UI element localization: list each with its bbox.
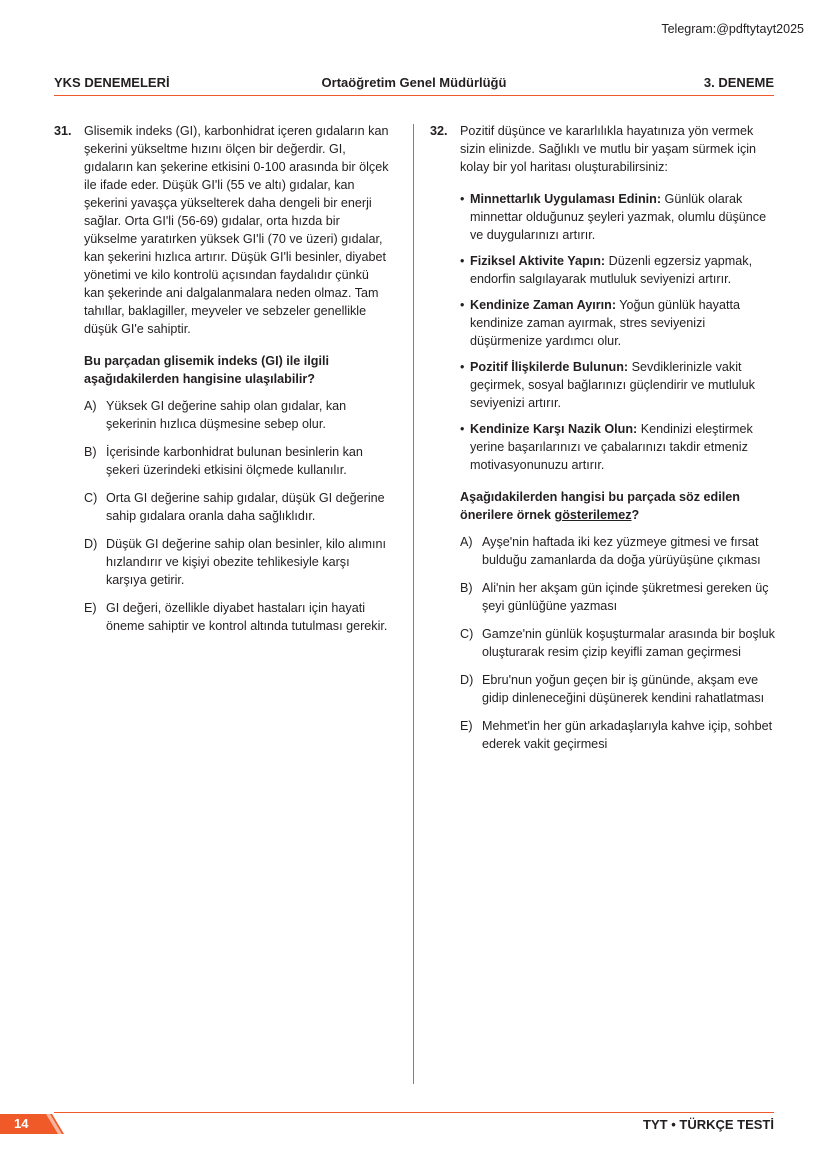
header-left: YKS DENEMELERİ [54,75,170,90]
suggestion-text: Yoğun günlük hayatta kendinize zaman ayırmak, stres seviyenizi düşürmenize yardımcı olur. [470,298,740,348]
passage-intro: Pozitif düşünce ve kararlılıkla hayatınıza yön vermek sizin elinizde. Sağlıklı ve mutlu bir yaşam sürmek için kolay bir yol haritası oluşturabilirsiniz: [460,124,757,174]
option-letter: A) [84,399,97,413]
stem-underlined: gösterilemez [554,508,632,522]
suggestion-item [460,190,776,244]
header-right: 3. DENEME [703,75,774,90]
option-c[interactable] [460,625,776,661]
question-32 [430,122,776,763]
column-divider [413,124,414,1084]
bullet-icon: • [460,254,465,268]
footer-title: TYT • TÜRKÇE TESTİ [643,1117,774,1132]
option-text: Mehmet'in her gün arkadaşlarıyla kahve içip, sohbet ederek vakit geçirmesi [482,719,773,751]
stem-main: Aşağıdakilerden hangisi bu parçada söz edilen önerilere örnek [460,490,740,522]
footer-divider [54,1112,774,1113]
option-text: Orta GI değerine sahip gıdalar, düşük GI değerine sahip gıdalara oranla daha sağlıklıdır. [106,491,385,523]
page-header [54,75,774,95]
question-number: 32. [430,124,448,138]
option-text: İçerisinde karbonhidrat bulunan besinlerin kan şekeri üzerindeki etkisini ölçmede kullanılır. [106,445,363,477]
bullet-icon: • [460,422,465,436]
suggestion-title: Fiziksel Aktivite Yapın: [470,254,606,268]
option-letter: C) [84,491,98,505]
option-text: Düşük GI değerine sahip olan besinler, kilo alımını hızlandırır ve kişiyi obezite tehlikesiyle karşı karşıya getirir. [106,537,387,587]
bullet-icon: • [460,360,465,374]
page-tab-shape [0,1114,64,1134]
option-letter: D) [84,537,98,551]
option-text: Yüksek GI değerine sahip olan gıdalar, kan şekerinin hızlıca düşmesine sebep olur. [106,399,347,431]
page-number: 14 [14,1116,29,1131]
suggestion-item [460,420,776,474]
page-number-badge [0,1114,64,1134]
suggestion-title: Minnettarlık Uygulaması Edinin: [470,192,662,206]
header-center: Ortaöğretim Genel Müdürlüğü [321,75,507,90]
suggestion-text: Düzenli egzersiz yapmak, endorfin salgılayarak mutluluk seviyenizi artırır. [470,254,753,286]
option-d[interactable] [84,535,390,589]
passage: Glisemik indeks (GI), karbonhidrat içeren gıdaların kan şekerini yükseltme hızını ölçen bir değerdir. GI, gıdaların kan şekerine etkisini 0-100 arasında bir ölçek ile ifade eder. Düşük GI'li (55 ve altı) gıdalar, kan şekerini yavaşça yükselterek daha dengeli bir enerji sağlar. Orta GI'li (56-69) gıdalar, orta hızda bir yükselme yaratırken yüksek GI'li (70 ve üzeri) gıdalar, kan şekerini hızlıca artırır. Düşük GI'li besinler, diyabet yönetimi ve kilo kontrolü açısından faydalıdır çünkü kan şekerinde ani dalgalanmalara neden olmaz. Tam tahıllar, baklagiller, meyveler ve sebzeler genellikle düşük GI'e sahiptir. [84,124,389,336]
option-e[interactable] [84,599,390,635]
option-letter: E) [84,601,97,615]
option-a[interactable] [460,533,776,569]
suggestion-title: Kendinize Zaman Ayırın: [470,298,617,312]
option-c[interactable] [84,489,390,525]
option-letter: E) [460,719,473,733]
option-a[interactable] [84,397,390,433]
suggestion-text: Kendinizi eleştirmek yerine başarılarınızı ve çabalarınızı takdir etmeniz motivasyonunuzu artırır. [470,422,753,472]
stem-end: ? [631,508,640,522]
option-letter: A) [460,535,473,549]
bullet-icon: • [460,298,465,312]
option-d[interactable] [460,671,776,707]
option-letter: C) [460,627,474,641]
question-number: 31. [54,124,72,138]
suggestion-title: Kendinize Karşı Nazik Olun: [470,422,638,436]
suggestion-item [460,252,776,288]
options-list [84,397,390,635]
option-text: Ali'nin her akşam gün içinde şükretmesi gereken üç şeyi günlüğüne yazması [482,581,769,613]
telegram-watermark: Telegram:@pdftytayt2025 [661,22,804,36]
suggestion-item [460,296,776,350]
option-text: GI değeri, özellikle diyabet hastaları için hayati öneme sahiptir ve kontrol altında tutulması gerekir. [106,601,388,633]
suggestion-list [460,190,776,474]
option-b[interactable] [84,443,390,479]
question-stem: Bu parçadan glisemik indeks (GI) ile ilgili aşağıdakilerden hangisine ulaşılabilir? [84,354,329,386]
option-text: Gamze'nin günlük koşuşturmalar arasında bir boşluk oluşturarak resim çizip keyifli zaman geçirmesi [482,627,775,659]
option-letter: B) [84,445,97,459]
question-31 [54,122,390,645]
question-stem [460,488,776,524]
option-b[interactable] [460,579,776,615]
option-text: Ebru'nun yoğun geçen bir iş gününde, akşam eve gidip dinleneceğini düşünerek kendini rahatlatması [482,673,765,705]
suggestion-item [460,358,776,412]
options-list [460,533,776,753]
suggestion-text: Sevdiklerinizle vakit geçirmek, sosyal bağlarınızı güçlendirir ve mutluluk seviyenizi artırır. [470,360,755,410]
bullet-icon: • [460,192,465,206]
option-e[interactable] [460,717,776,753]
suggestion-title: Pozitif İlişkilerde Bulunun: [470,360,629,374]
option-text: Ayşe'nin haftada iki kez yüzmeye gitmesi ve fırsat bulduğu zamanlarda da doğa yürüyüşüne çıkması [482,535,761,567]
option-letter: D) [460,673,474,687]
suggestion-text: Günlük olarak minnettar olduğunuz şeyleri yazmak, olumlu düşünce ve duygularınızı artırır. [470,192,767,242]
header-divider [54,95,774,96]
option-letter: B) [460,581,473,595]
